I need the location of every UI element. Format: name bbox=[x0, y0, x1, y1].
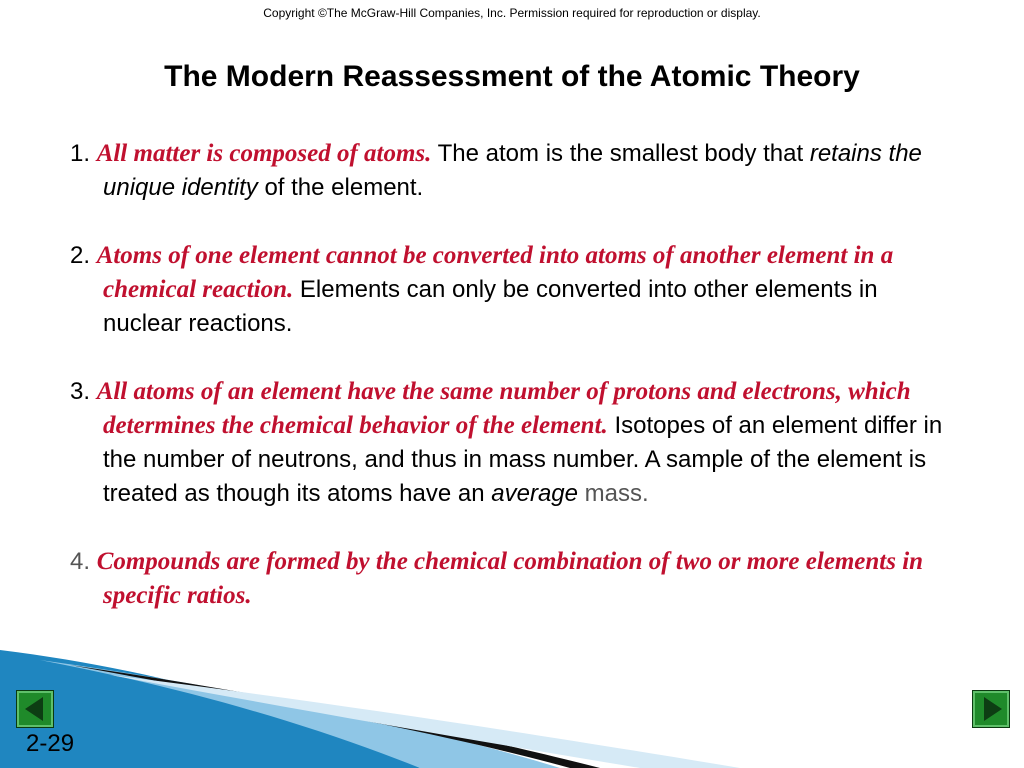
point-3-claim: All atoms of an element have the same number of protons and electrons, which determines the chemical behavior of the element. bbox=[96, 378, 911, 439]
point-1-italic: retains the unique identity bbox=[103, 140, 922, 201]
point-4-number: 4. bbox=[70, 548, 91, 575]
point-4 bbox=[70, 545, 950, 613]
point-2-number: 2. bbox=[70, 242, 91, 269]
slide-title: The Modern Reassessment of the Atomic Theory bbox=[164, 60, 860, 93]
point-2-text-a: Elements can only be converted into other elements in nuclear reactions. bbox=[103, 276, 878, 337]
point-2-claim: Atoms of one element cannot be converted into atoms of another element in a chemical reaction. bbox=[96, 242, 894, 303]
point-3-text-b: mass. bbox=[584, 480, 649, 507]
next-slide-button[interactable] bbox=[972, 690, 1010, 728]
point-1-text-a: The atom is the smallest body that bbox=[437, 140, 804, 167]
point-3-number: 3. bbox=[70, 378, 91, 405]
point-3-italic: average bbox=[491, 480, 578, 507]
point-1 bbox=[70, 137, 950, 205]
previous-slide-button[interactable] bbox=[16, 690, 54, 728]
triangle-right-icon bbox=[984, 697, 1002, 721]
point-1-text-b: of the element. bbox=[264, 174, 424, 201]
point-1-number: 1. bbox=[70, 140, 91, 167]
slide-number: 2-29 bbox=[26, 730, 75, 757]
point-2 bbox=[70, 239, 950, 341]
point-3-text-a: Isotopes of an element differ in the number of neutrons, and thus in mass number. A sample of the element is treated as though its atoms have an bbox=[103, 412, 943, 507]
point-1-claim: All matter is composed of atoms. bbox=[96, 140, 432, 167]
point-4-claim: Compounds are formed by the chemical combination of two or more elements in specific ratios. bbox=[96, 548, 924, 609]
points-list bbox=[70, 137, 950, 647]
footer-wave-decoration bbox=[0, 630, 1024, 768]
point-3 bbox=[70, 375, 950, 511]
copyright-notice: Copyright ©The McGraw-Hill Companies, Inc. Permission required for reproduction or display. bbox=[263, 6, 761, 20]
triangle-left-icon bbox=[25, 697, 43, 721]
